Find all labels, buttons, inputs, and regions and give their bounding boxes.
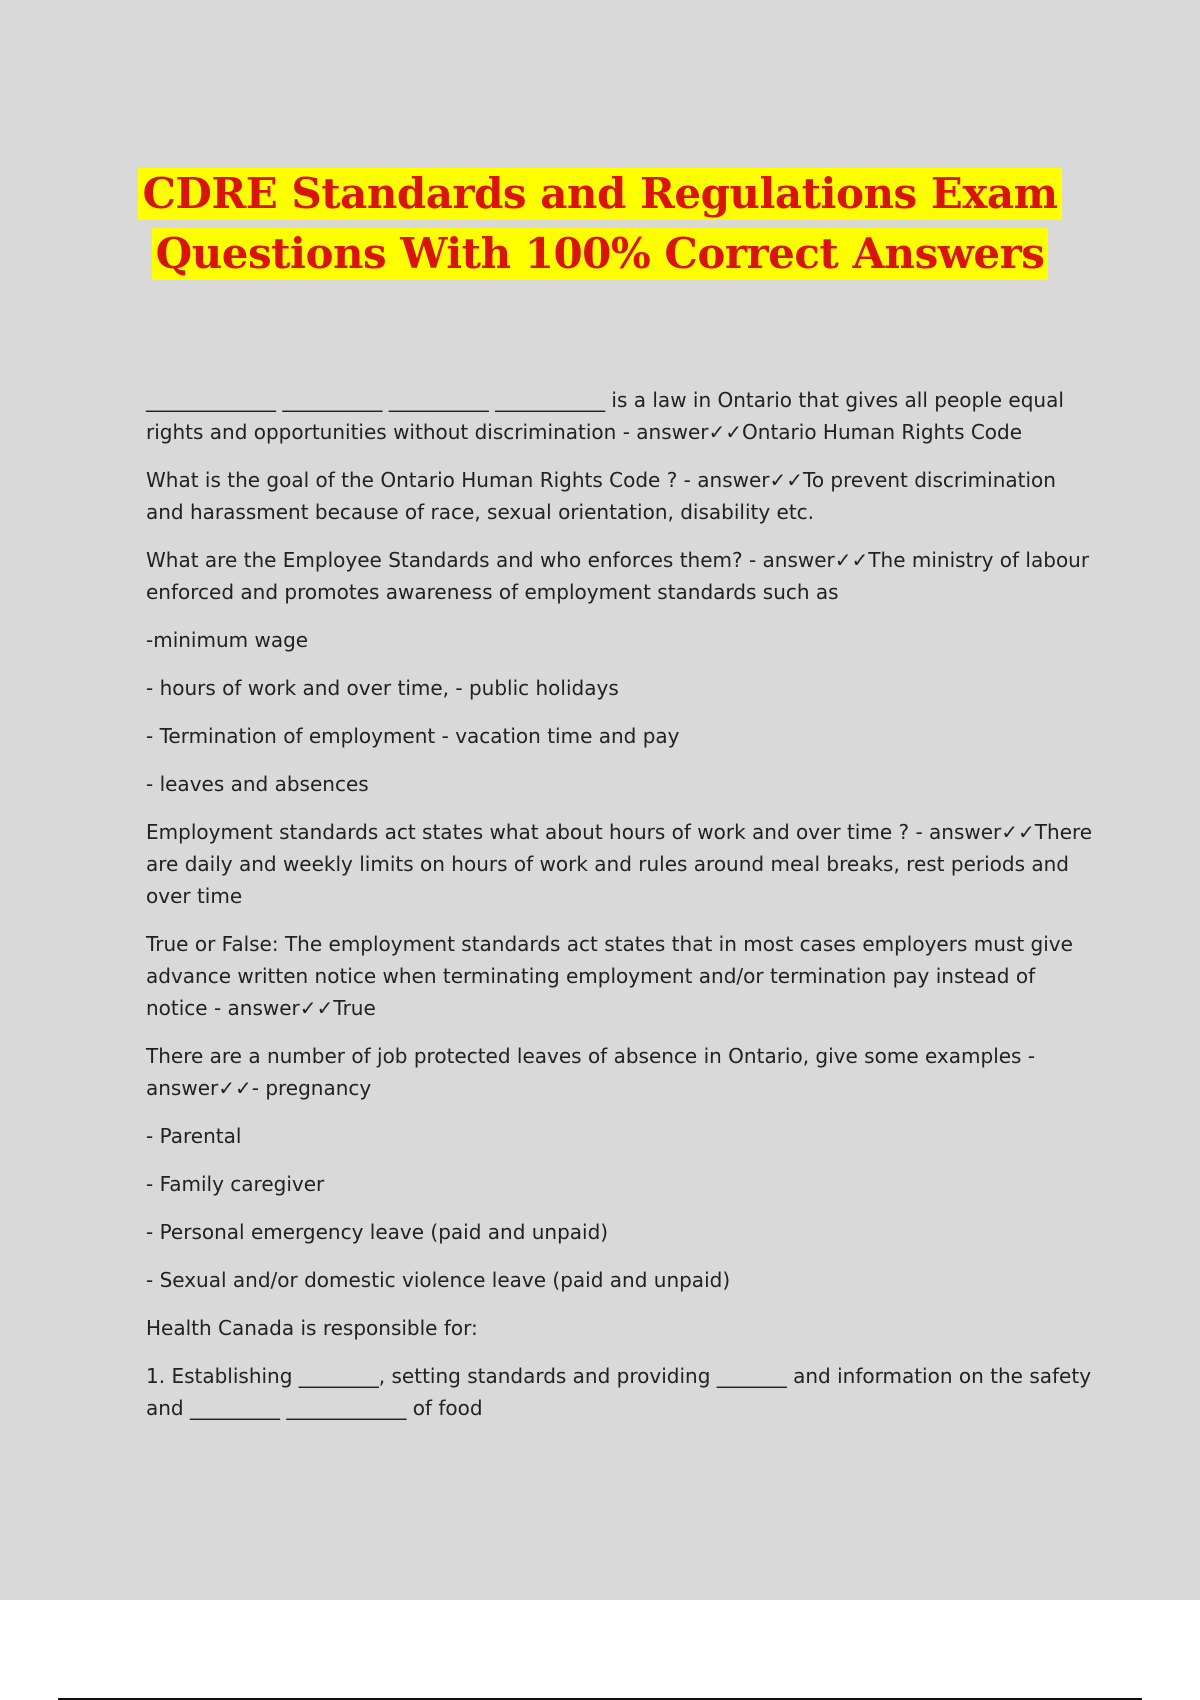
list-item: - Parental	[146, 1124, 242, 1148]
paragraph-q1: _____________ __________ __________ ___________ is a law in Ontario that gives all people equal rights and opportunities without discrimination - answer✓✓Ontario Human Rights Code	[146, 388, 1064, 444]
list-item: - Termination of employment - vacation time and pay	[146, 724, 680, 748]
paragraph-q7-item: 1. Establishing ________, setting standards and providing _______ and information on the safety and _________ ____________ of food	[146, 1364, 1092, 1420]
title-line-1: CDRE Standards and Regulations Exam	[138, 168, 1061, 220]
list-item: - Personal emergency leave (paid and unpaid)	[146, 1220, 609, 1244]
paragraph-q7: Health Canada is responsible for:	[146, 1316, 478, 1340]
document-title	[0, 168, 1200, 288]
paragraph-q3: What are the Employee Standards and who enforces them? - answer✓✓The ministry of labour enforced and promotes awareness of employment standards such as	[146, 548, 1090, 604]
document-body	[146, 384, 1096, 1440]
list-item: - leaves and absences	[146, 772, 369, 796]
title-line-2: Questions With 100% Correct Answers	[152, 228, 1049, 280]
list-item: - hours of work and over time, - public holidays	[146, 676, 619, 700]
list-item: - Family caregiver	[146, 1172, 325, 1196]
paragraph-q2: What is the goal of the Ontario Human Rights Code ? - answer✓✓To prevent discrimination and harassment because of race, sexual orientation, disability etc.	[146, 468, 1056, 524]
paragraph-q6: There are a number of job protected leaves of absence in Ontario, give some examples - answer✓✓- pregnancy	[146, 1044, 1036, 1100]
paragraph-q5: True or False: The employment standards act states that in most cases employers must give advance written notice when terminating employment and/or termination pay instead of notice - answer✓✓True	[146, 932, 1073, 1020]
list-item: -minimum wage	[146, 628, 309, 652]
list-item: - Sexual and/or domestic violence leave (paid and unpaid)	[146, 1268, 731, 1292]
paragraph-q4: Employment standards act states what about hours of work and over time ? - answer✓✓There are daily and weekly limits on hours of work and rules around meal breaks, rest periods and over time	[146, 820, 1093, 908]
